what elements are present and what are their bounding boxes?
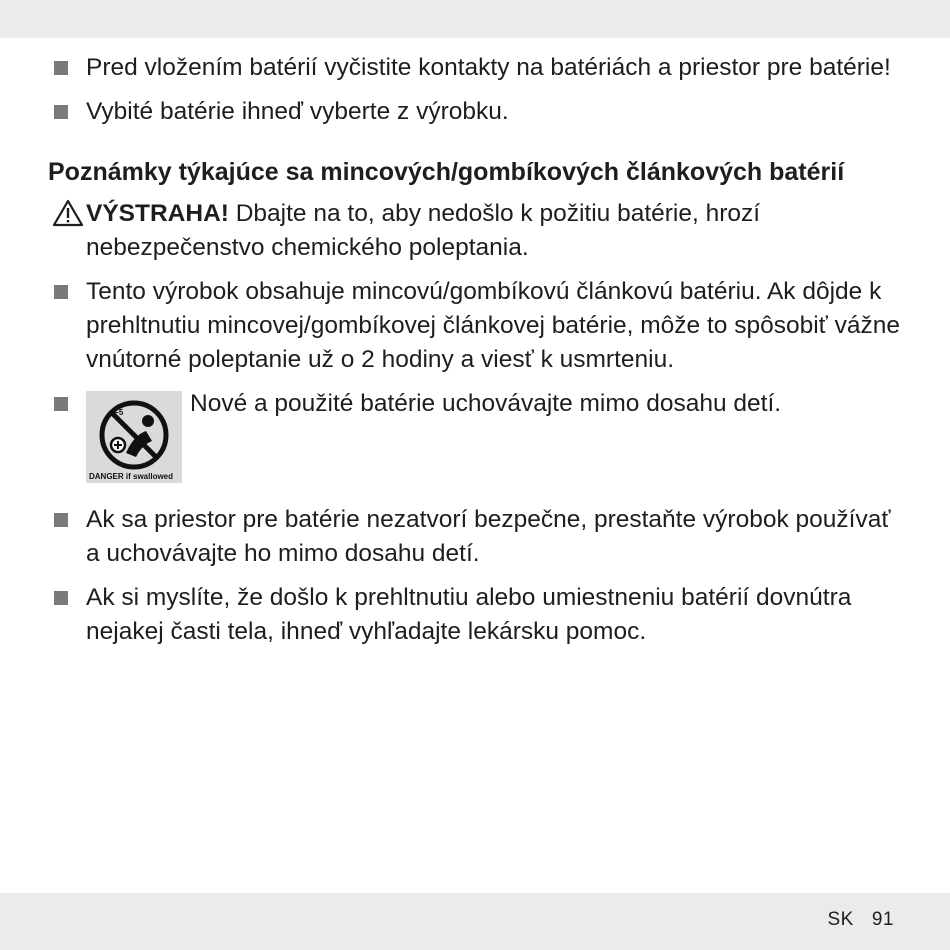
list-item-text: Ak sa priestor pre batérie nezatvorí bezpečne, prestaňte výrobok používať a uchovávajte ho mimo dosahu detí.: [86, 506, 891, 567]
list-item: [48, 51, 908, 85]
warning-text: Dbajte na to, aby nedošlo k požitiu batérie, hrozí nebezpečenstvo chemického poleptania.: [86, 200, 761, 261]
list-item: [48, 275, 908, 377]
square-bullet-icon: [54, 513, 68, 527]
square-bullet-icon: [54, 285, 68, 299]
page-content: [48, 51, 908, 659]
language-code: SK: [827, 909, 854, 930]
list-item: [48, 581, 908, 649]
header-band: [0, 0, 950, 38]
list-item: [48, 95, 908, 129]
section-heading: Poznámky týkajúce sa mincových/gombíkových článkových batérií: [48, 158, 845, 186]
list-item-text: Ak si myslíte, že došlo k prehltnutiu alebo umiestneniu batérií dovnútra nejakej časti tela, ihneď vyhľadajte lekársku pomoc.: [86, 584, 852, 645]
list-item-text: Pred vložením batérií vyčistite kontakty na batériách a priestor pre batérie!: [86, 54, 891, 81]
footer-band: [0, 893, 950, 950]
warning-triangle-icon: [52, 199, 84, 227]
square-bullet-icon: [54, 61, 68, 75]
list-item-text: Tento výrobok obsahuje mincovú/gombíkovú článkovú batériu. Ak dôjde k prehltnutiu mincovej/gombíkovej článkovej batérie, môže to spôsobiť vážne vnútorné poleptanie už o 2 hodiny a viesť k usmrteniu.: [86, 278, 901, 373]
page-footer: [828, 909, 895, 931]
list-item: [48, 503, 908, 571]
warning-notice: [48, 197, 908, 265]
warning-label: VÝSTRAHA!: [86, 200, 229, 227]
square-bullet-icon: [54, 397, 68, 411]
square-bullet-icon: [54, 105, 68, 119]
list-item-text: Vybité batérie ihneď vyberte z výrobku.: [86, 98, 509, 125]
age-label: 0–5: [110, 408, 124, 417]
square-bullet-icon: [54, 591, 68, 605]
pictogram-caption: DANGER if swallowed: [89, 472, 174, 481]
list-item-with-pictogram: [48, 387, 908, 487]
no-children-swallow-battery-icon: [86, 391, 182, 483]
list-item-text: Nové a použité batérie uchovávajte mimo dosahu detí.: [190, 390, 782, 417]
page-number: 91: [871, 909, 894, 930]
